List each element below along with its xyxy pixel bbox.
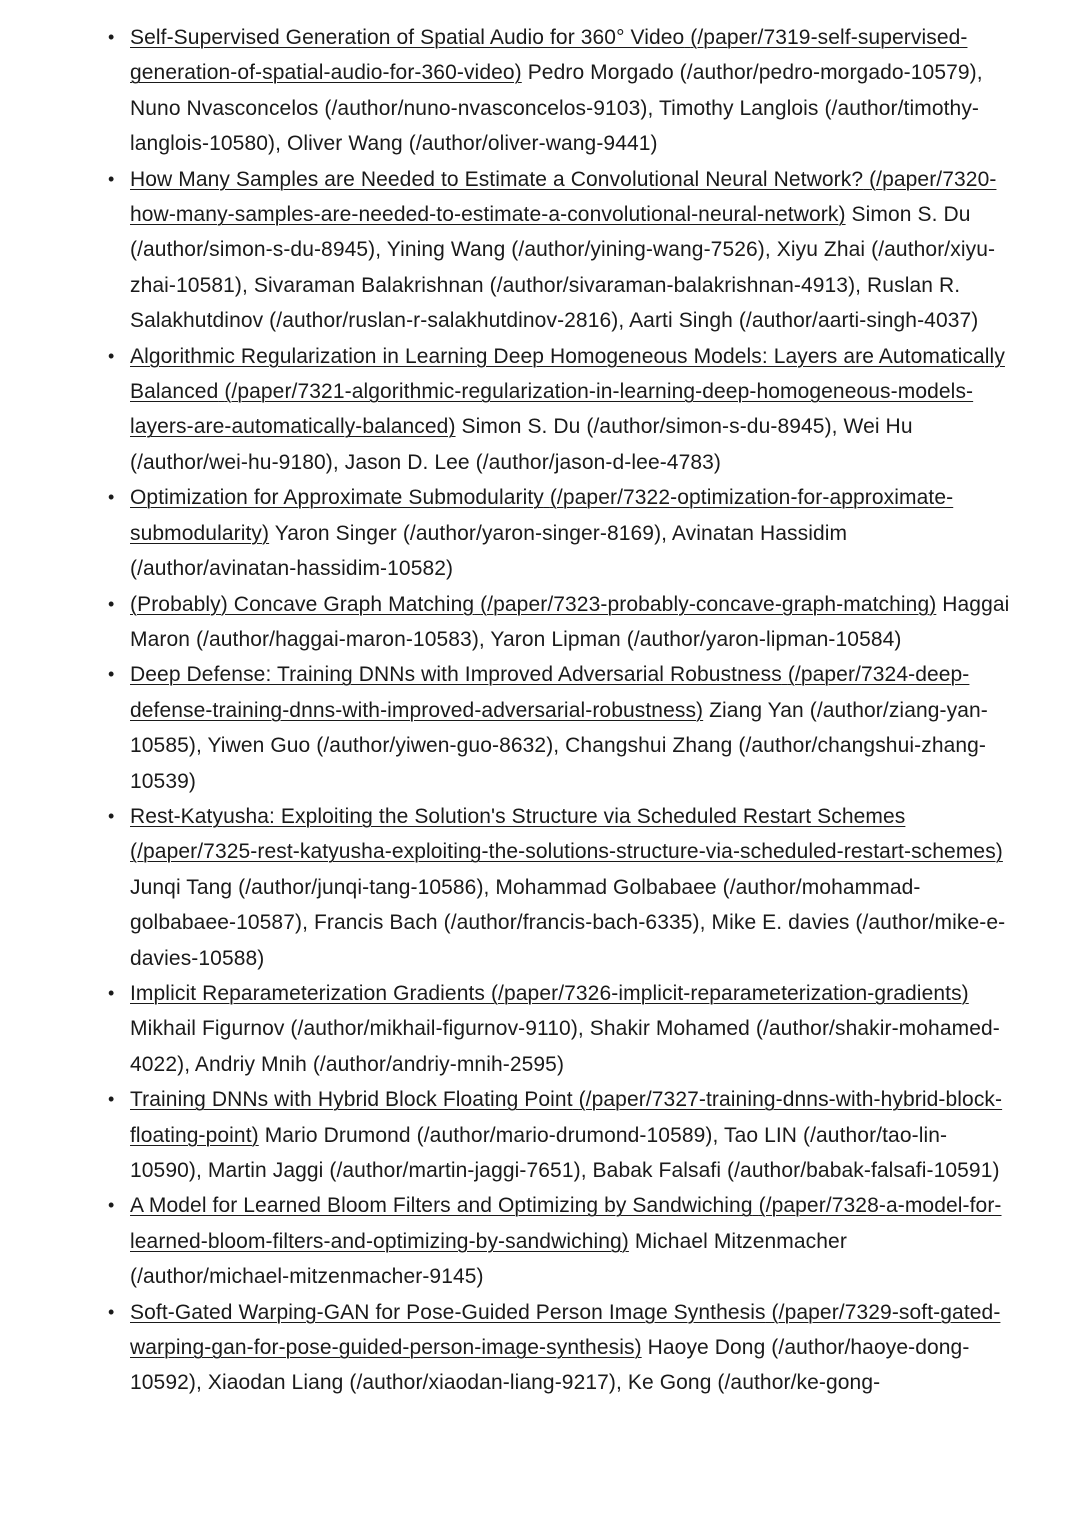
paper-list: [0, 20, 1010, 1401]
paper-url: (/paper/7326-implicit-reparameterization-gradients): [490, 981, 969, 1005]
paper-url: (/paper/7328-a-model-for-learned-bloom-filters-and-optimizing-by-sandwiching): [130, 1194, 1002, 1253]
list-item: [108, 1295, 1010, 1401]
paper-title: Implicit Reparameterization Gradients: [130, 981, 486, 1005]
paper-authors: Simon S. Du (/author/simon-s-du-8945), Wei Hu (/author/wei-hu-9180), Jason D. Lee (/author/jason-d-lee-4783): [130, 415, 913, 474]
paper-title-link[interactable]: [130, 593, 936, 616]
paper-url: (/paper/7319-self-supervised-generation-of-spatial-audio-for-360-video): [130, 26, 968, 85]
paper-title: A Model for Learned Bloom Filters and Optimizing by Sandwiching: [130, 1194, 753, 1218]
paper-title: Self-Supervised Generation of Spatial Audio for 360° Video: [130, 26, 685, 49]
list-item: [108, 20, 1010, 162]
paper-authors: Yaron Singer (/author/yaron-singer-8169), Avinatan Hassidim (/author/avinatan-hassidim-10582): [130, 521, 848, 581]
paper-title: Optimization for Approximate Submodularity: [130, 486, 544, 510]
paper-title-link[interactable]: [130, 805, 1003, 863]
paper-authors: Ziang Yan (/author/ziang-yan-10585), Yiwen Guo (/author/yiwen-guo-8632), Changshui Zhang (/author/changshui-zhang-10539): [130, 698, 988, 793]
paper-title: Soft-Gated Warping-GAN for Pose-Guided Person Image Synthesis: [130, 1300, 766, 1324]
list-item: [108, 976, 1010, 1082]
paper-title: Rest-Katyusha: Exploiting the Solution's Structure via Scheduled Restart Schemes: [130, 804, 906, 828]
paper-url: (/paper/7329-soft-gated-warping-gan-for-pose-guided-person-image-synthesis): [130, 1300, 1001, 1360]
paper-authors: Pedro Morgado (/author/pedro-morgado-10579), Nuno Nvasconcelos (/author/nuno-nvasconcelos-9103), Timothy Langlois (/author/timothy-langlois-10580), Oliver Wang (/author/oliver-wang-9441): [130, 61, 983, 156]
list-item: [108, 162, 1010, 339]
paper-url: (/paper/7320-how-many-samples-are-needed-to-estimate-a-convolutional-neural-network): [130, 167, 997, 227]
list-item: [108, 587, 1010, 658]
bullet: •: [108, 805, 115, 826]
paper-url: (/paper/7323-probably-concave-graph-matching): [480, 592, 937, 616]
paper-url: (/paper/7325-rest-katyusha-exploiting-the-solutions-structure-via-scheduled-restart-schemes): [130, 840, 1003, 864]
bullet: •: [108, 1301, 115, 1322]
paper-authors: Haoye Dong (/author/haoye-dong-10592), Xiaodan Liang (/author/xiaodan-liang-9217), Ke Gong (/author/ke-gong-: [130, 1336, 970, 1395]
bullet: •: [108, 168, 115, 189]
paper-authors: Michael Mitzenmacher (/author/michael-mitzenmacher-9145): [130, 1229, 847, 1289]
bullet: •: [108, 664, 115, 685]
paper-authors: Haggai Maron (/author/haggai-maron-10583), Yaron Lipman (/author/yaron-lipman-10584): [130, 592, 1010, 651]
paper-title-link[interactable]: [130, 982, 969, 1005]
paper-url: (/paper/7322-optimization-for-approximate-submodularity): [130, 486, 954, 545]
bullet: •: [108, 1195, 115, 1216]
bullet: •: [108, 1089, 115, 1110]
bullet: •: [108, 487, 115, 508]
paper-title: Algorithmic Regularization in Learning Deep Homogeneous Models: Layers are Automatically Balanced: [130, 344, 1005, 404]
bullet: •: [108, 593, 115, 614]
paper-title: Training DNNs with Hybrid Block Floating Point: [130, 1088, 573, 1112]
paper-authors: Mario Drumond (/author/mario-drumond-10589), Tao LIN (/author/tao-lin-10590), Martin Jaggi (/author/martin-jaggi-7651), Babak Falsafi (/author/babak-falsafi-10591): [130, 1123, 1000, 1182]
list-item: [108, 657, 1010, 799]
paper-title: (Probably) Concave Graph Matching: [130, 592, 475, 616]
paper-authors: Simon S. Du (/author/simon-s-du-8945), Yining Wang (/author/yining-wang-7526), Xiyu Zhai (/author/xiyu-zhai-10581), Sivaraman Balakrishnan (/author/sivaraman-balakrishnan-4913), Ruslan R. Salakhutdinov (/author/ruslan-r-salakhutdinov-2816), Aarti Singh (/author/aarti-singh-4037): [130, 203, 996, 333]
paper-title: Deep Defense: Training DNNs with Improved Adversarial Robustness: [130, 663, 782, 687]
list-item: [108, 480, 1010, 586]
paper-title-link[interactable]: [130, 1194, 1002, 1252]
paper-authors: Mikhail Figurnov (/author/mikhail-figurnov-9110), Shakir Mohamed (/author/shakir-mohamed-4022), Andriy Mnih (/author/andriy-mnih-2595): [130, 1017, 1000, 1076]
bullet: •: [108, 982, 115, 1003]
bullet: •: [108, 345, 115, 366]
paper-url: (/paper/7324-deep-defense-training-dnns-with-improved-adversarial-robustness): [130, 663, 970, 722]
paper-authors: Junqi Tang (/author/junqi-tang-10586), Mohammad Golbabaee (/author/mohammad-golbabaee-10587), Francis Bach (/author/francis-bach-6335), Mike E. davies (/author/mike-e-davies-10588): [130, 875, 1006, 970]
list-item: [108, 1082, 1010, 1188]
list-item: [108, 339, 1010, 481]
list-item: [108, 799, 1010, 976]
list-item: [108, 1188, 1010, 1294]
bullet: •: [108, 27, 115, 47]
paper-url: (/paper/7327-training-dnns-with-hybrid-block-floating-point): [130, 1088, 1003, 1147]
paper-title: How Many Samples are Needed to Estimate a Convolutional Neural Network?: [130, 167, 864, 191]
paper-url: (/paper/7321-algorithmic-regularization-in-learning-deep-homogeneous-models-layers-are-automatically-balanced): [130, 380, 974, 439]
